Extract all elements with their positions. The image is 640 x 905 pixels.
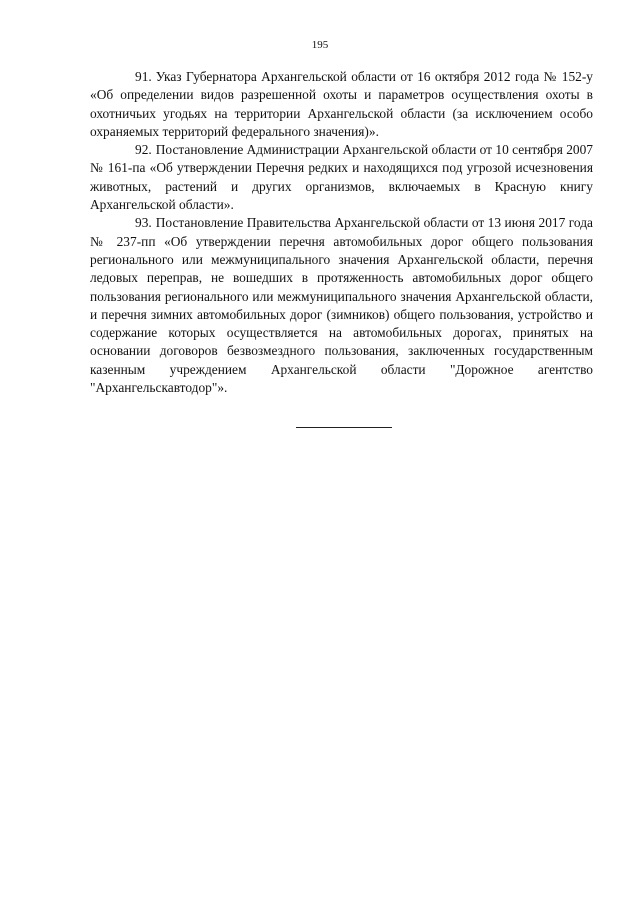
item-number: 92.: [135, 142, 152, 158]
item-number: 91.: [135, 69, 152, 84]
list-item: [90, 141, 593, 214]
list-item: [90, 214, 593, 397]
item-text: Указ Губернатора Архангельской области от 16 октября 2012 года № 152-у «Об определении видов разрешенной охоты и параметров осуществления охоты в охотничьих угодьях на территории Архангельской области (за исключением особо охраняемых территорий федерального значения)».: [90, 69, 593, 139]
item-number: 93.: [135, 215, 152, 231]
page-number: 195: [311, 39, 329, 51]
end-divider: [296, 427, 392, 428]
document-body: [90, 68, 593, 397]
item-text: Постановление Правительства Архангельской области от 13 июня 2017 года № 237-пп «Об утверждении перечня автомобильных дорог общего пользования регионального или межмуниципального значения Архангельской области, перечня ледовых переправ, не вошедших в протяженность автомобильных дорог общего пользования регионального или межмуниципального значения Архангельской области, и перечня зимних автомобильных дорог (зимников) общего пользования, устройство и содержание которых осуществляется на автомобильных дорогах, принятых на основании договоров безвозмездного пользования, заключенных государственным казенным учреждением Архангельской области "Дорожное агентство "Архангельскавтодор"».: [90, 215, 593, 396]
item-text: Постановление Администрации Архангельской области от 10 сентября 2007 № 161-па «Об утверждении Перечня редких и находящихся под угрозой исчезновения животных, растений и других организмов, включаемых в Красную книгу Архангельской области».: [90, 142, 593, 213]
list-item: [90, 68, 593, 141]
